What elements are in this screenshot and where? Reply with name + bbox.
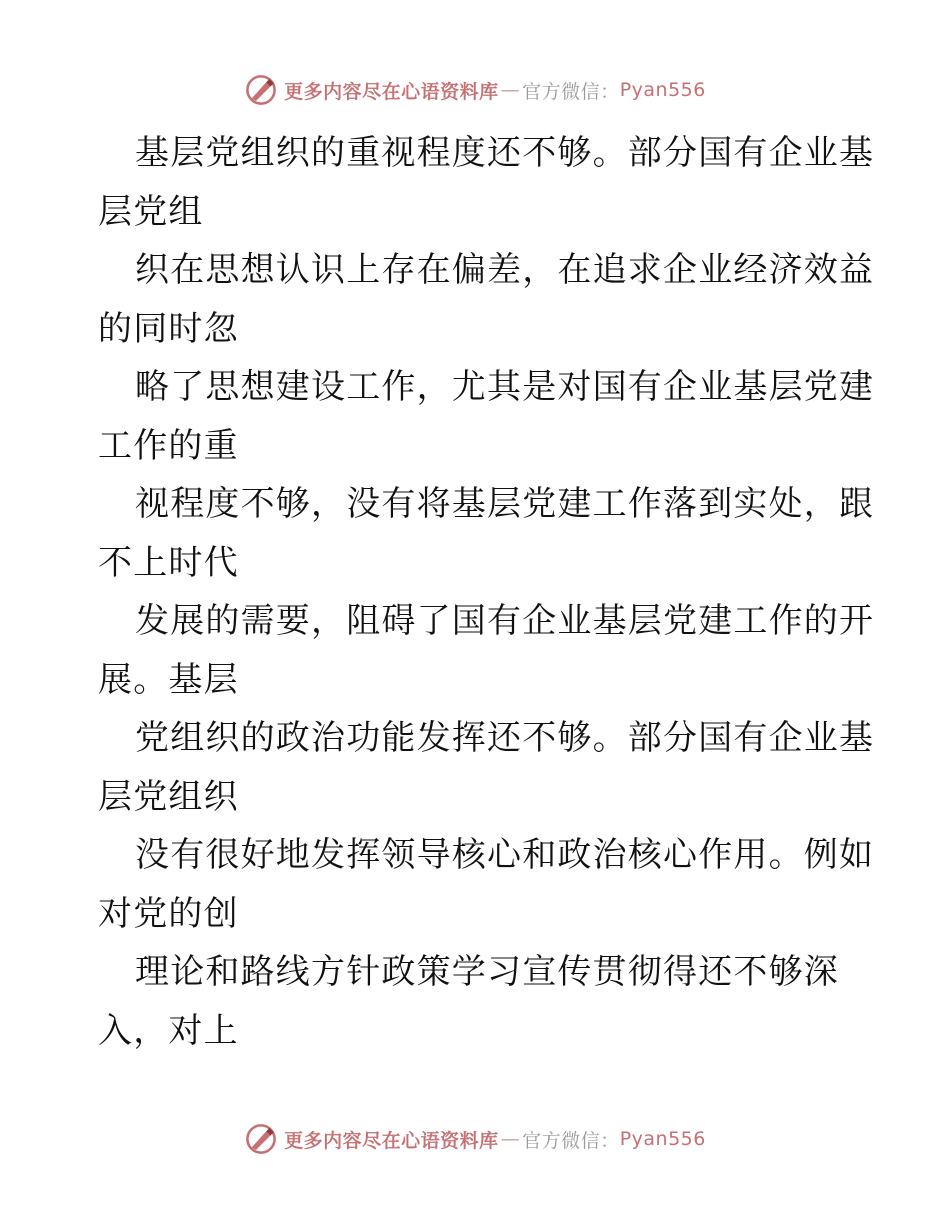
watermark-brand: 更多内容尽在心语资料库 (284, 1129, 499, 1152)
text-line: 略了思想建设工作，尤其是对国有企业基层党建 (135, 367, 875, 407)
text-line: 对党的创 (98, 893, 239, 934)
pen-nib-logo-icon (244, 73, 278, 107)
watermark-wechat-id: Pyan556 (619, 1128, 706, 1150)
text-line: 没有很好地发挥领导核心和政治核心作用。例如 (135, 835, 875, 875)
watermark-separator: — (500, 79, 521, 101)
text-line: 视程度不够，没有将基层党建工作落到实处，跟 (135, 484, 875, 524)
text-line: 织在思想认识上存在偏差，在追求企业经济效益 (135, 250, 875, 290)
watermark-wechat-label: 官方微信： (522, 80, 620, 103)
pen-nib-logo-icon (244, 1122, 278, 1156)
text-line: 基层党组织的重视程度还不够。部分国有企业基 (135, 133, 875, 173)
text-line: 党组织的政治功能发挥还不够。部分国有企业基 (135, 718, 875, 758)
watermark-brand: 更多内容尽在心语资料库 (284, 80, 499, 103)
text-line: 展。基层 (98, 659, 239, 700)
watermark-wechat-label: 官方微信： (522, 1129, 620, 1152)
text-line: 工作的重 (98, 425, 239, 466)
text-line: 不上时代 (98, 542, 239, 583)
document-body (98, 124, 875, 1060)
watermark-wechat-id: Pyan556 (619, 79, 706, 101)
watermark-separator: — (500, 1128, 521, 1150)
text-line: 发展的需要，阻碍了国有企业基层党建工作的开 (135, 601, 875, 641)
text-line: 层党组织 (98, 776, 239, 817)
text-line: 层党组 (98, 191, 204, 232)
footer-watermark (0, 1119, 950, 1159)
text-line: 入，对上 (98, 1010, 239, 1051)
text-line: 理论和路线方针政策学习宣传贯彻得还不够深 (135, 952, 839, 992)
text-line: 的同时忽 (98, 308, 239, 349)
header-watermark (0, 70, 950, 110)
